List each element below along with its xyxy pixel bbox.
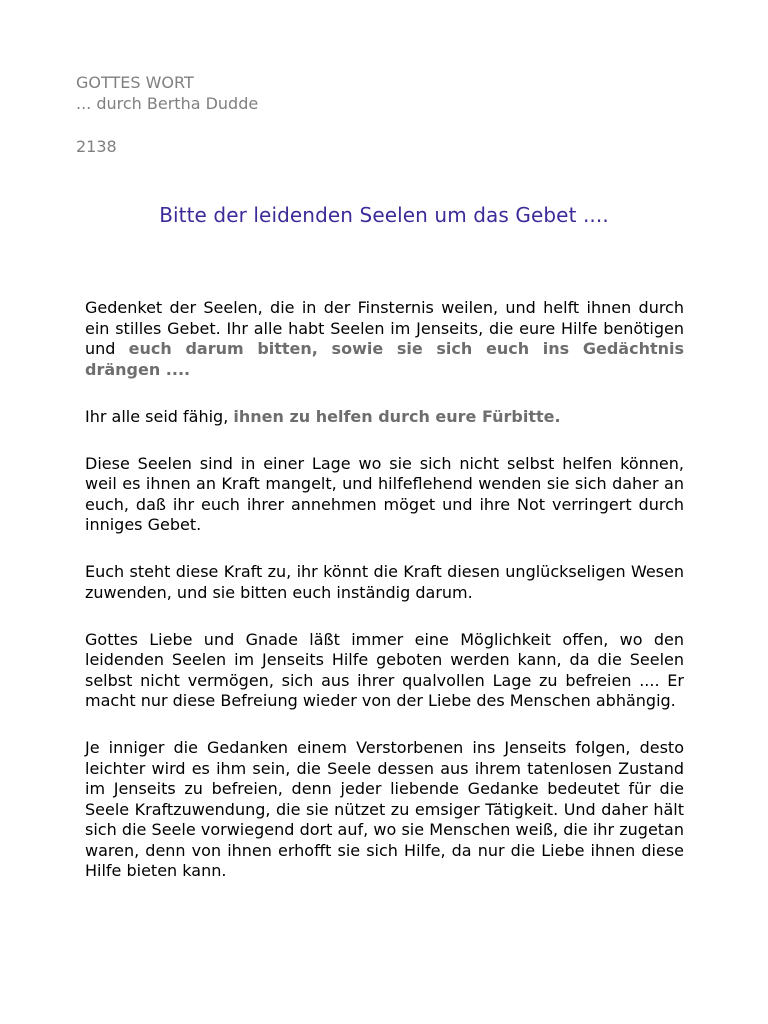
header-author: ... durch Bertha Dudde xyxy=(76,94,259,113)
paragraph-2-highlight: ihnen zu helfen durch eure Fürbitte. xyxy=(233,406,561,426)
paragraph-2 xyxy=(85,407,684,428)
paragraph-5: Gottes Liebe und Gnade läßt immer eine Möglichkeit offen, wo den leidenden Seelen im Jenseits Hilfe geboten werden kann, da die Seelen selbst nicht vermögen, sich aus ihrer qualvollen Lage zu befreien .... Er macht nur diese Befreiung wieder von der Liebe des Menschen abhängig. xyxy=(85,629,684,710)
paragraph-2-text: Ihr alle seid fähig, xyxy=(85,406,234,426)
paragraph-6: Je inniger die Gedanken einem Verstorbenen ins Jenseits folgen, desto leichter wird es ihm sein, die Seele dessen aus ihrem tatenlosen Zustand im Jenseits zu befreien, denn jeder liebende Gedanke bedeutet für die Seele Kraftzuwendung, die sie nützet zu emsiger Tätigkeit. Und daher hält sich die Seele vorwiegend dort auf, wo sie Menschen weiß, die ihr zugetan waren, denn von ihnen erhofft sie sich Hilfe, da nur die Liebe ihnen diese Hilfe bieten kann. xyxy=(85,738,684,880)
header-title: GOTTES WORT xyxy=(76,73,194,92)
paragraph-3: Diese Seelen sind in einer Lage wo sie sich nicht selbst helfen können, weil es ihnen an Kraft mangelt, und hilfeflehend wenden sie sich daher an euch, daß ihr euch ihrer annehmen möget und ihre Not verringert durch inniges Gebet. xyxy=(85,453,684,534)
document-body xyxy=(85,298,684,908)
document-number: 2138 xyxy=(76,137,117,156)
paragraph-1-text: Gedenket der Seelen, die in der Finsternis weilen, und helft ihnen durch ein stilles Gebet. Ihr alle habt Seelen im Jenseits, die eure Hilfe benötigen und xyxy=(85,298,684,358)
document-header xyxy=(76,72,258,157)
page-title: Bitte der leidenden Seelen um das Gebet .... xyxy=(159,203,609,227)
paragraph-1 xyxy=(85,298,684,380)
paragraph-1-highlight: euch darum bitten, sowie sie sich euch ins Gedächtnis drängen .... xyxy=(85,339,684,379)
paragraph-4: Euch steht diese Kraft zu, ihr könnt die Kraft diesen unglückseligen Wesen zuwenden, und sie bitten euch inständig darum. xyxy=(85,562,684,602)
